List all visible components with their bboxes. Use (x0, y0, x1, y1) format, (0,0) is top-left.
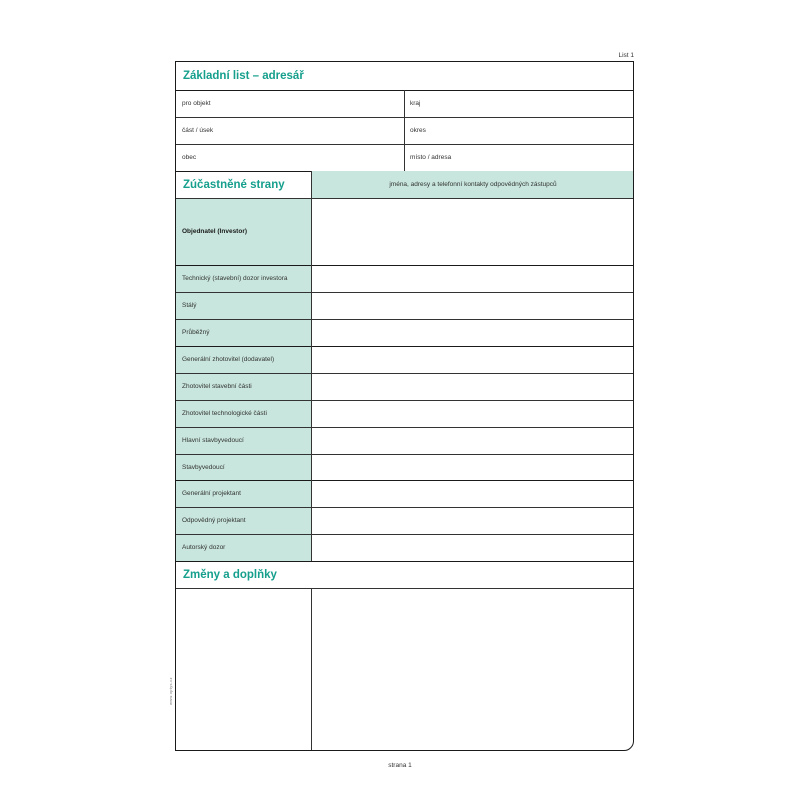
basic-sheet-title: Základní list – adresář (183, 70, 304, 82)
role-label: Technický (stavební) dozor investora (182, 275, 288, 282)
role-label: Objednatel (Investor) (182, 228, 248, 235)
parties-title: Zúčastněné strany (183, 178, 285, 191)
publisher-watermark: www.optys.cz (168, 677, 173, 705)
role-label: Průběžný (182, 329, 210, 336)
role-label: Odpovědný projektant (182, 517, 246, 524)
role-label: Hlavní stavbyvedoucí (182, 437, 244, 444)
divider (176, 588, 633, 589)
role-label: Generální projektant (182, 490, 241, 497)
field-okres[interactable]: okres (410, 127, 426, 134)
field-kraj[interactable]: kraj (410, 100, 421, 107)
role-label: Generální zhotovitel (dodavatel) (182, 356, 275, 363)
role-label: Zhotovitel technologické části (182, 410, 267, 417)
sheet-number: List 1 (618, 52, 634, 59)
role-label: Stavbyvedoucí (182, 463, 225, 471)
field-obec[interactable]: obec (182, 154, 197, 161)
field-pro-objekt[interactable]: pro objekt (182, 100, 211, 107)
role-label: Autorský dozor (182, 544, 226, 551)
divider (404, 90, 405, 171)
field-cast-usek[interactable]: část / úsek (182, 127, 214, 134)
divider (311, 588, 312, 751)
changes-title: Změny a doplňky (183, 568, 277, 581)
role-label: Stálý (182, 302, 197, 309)
divider (311, 171, 312, 561)
page-number: strana 1 (388, 762, 412, 769)
contacts-column-header: jména, adresy a telefonní kontakty odpovědných zástupců (389, 181, 557, 188)
field-misto-adresa[interactable]: místo / adresa (410, 154, 452, 161)
address-form (175, 61, 634, 751)
role-label: Zhotovitel stavební části (182, 383, 252, 390)
